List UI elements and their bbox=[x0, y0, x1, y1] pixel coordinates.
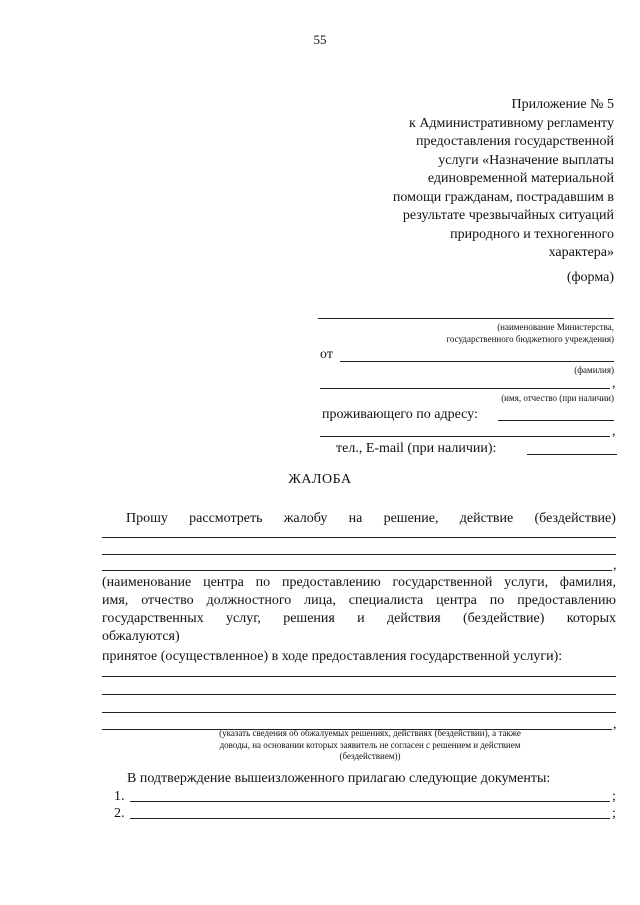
surname-field-line[interactable] bbox=[340, 361, 614, 362]
appendix-line: характера» bbox=[548, 245, 614, 260]
appendix-line: услуги «Назначение выплаты bbox=[438, 152, 614, 168]
address-comma: , bbox=[612, 424, 616, 439]
contact-field-line[interactable] bbox=[527, 454, 617, 455]
attachment-item-2-semicolon: ; bbox=[612, 806, 616, 821]
address-field-line[interactable] bbox=[498, 420, 614, 421]
details-comma: , bbox=[613, 717, 617, 732]
attachment-item-2-number: 2. bbox=[114, 806, 125, 821]
address-label: проживающего по адресу: bbox=[322, 407, 478, 422]
appendix-line: к Административному регламенту bbox=[409, 115, 614, 131]
complaint-field-line[interactable] bbox=[102, 554, 616, 555]
page-number: 55 bbox=[313, 32, 327, 47]
name-comma: , bbox=[612, 376, 616, 391]
appendix-line: Приложение № 5 bbox=[511, 97, 614, 112]
appendix-line: помощи гражданам, пострадавшим в bbox=[392, 189, 614, 205]
document-title: ЖАЛОБА bbox=[288, 472, 352, 487]
complaint-field-line[interactable] bbox=[102, 570, 612, 571]
form-label: (форма) bbox=[566, 270, 614, 285]
surname-caption: (фамилия) bbox=[574, 365, 614, 375]
address-field-line-2[interactable] bbox=[320, 436, 610, 437]
attachments-line: В подтверждение вышеизложенного прилагаю следующие документы: bbox=[127, 771, 551, 786]
ministry-caption: (наименование Министерства, государственного бюджетного учреждения) bbox=[446, 322, 614, 344]
name-caption: (имя, отчество (при наличии) bbox=[501, 393, 614, 403]
details-field-line[interactable] bbox=[102, 694, 616, 695]
from-label: от bbox=[320, 347, 333, 362]
attachment-item-2-line[interactable] bbox=[130, 818, 610, 819]
complaint-comma: , bbox=[613, 558, 617, 573]
details-hint: (указать сведения об обжалуемых решениях, действиях (бездействии), а также доводы, на основании которых заявитель не согласен с решением и действием (бездействием)) bbox=[219, 728, 521, 761]
details-field-line[interactable] bbox=[102, 676, 616, 677]
contact-label: тел., E-mail (при наличии): bbox=[336, 441, 497, 456]
attachment-item-1-semicolon: ; bbox=[612, 789, 616, 804]
appendix-header bbox=[334, 96, 614, 263]
request-line: Прошу рассмотреть жалобу на решение, действие (бездействие) bbox=[126, 511, 616, 526]
complaint-field-line[interactable] bbox=[102, 537, 616, 538]
appendix-line: единовременной материальной bbox=[427, 171, 614, 186]
attachment-item-1-number: 1. bbox=[114, 789, 125, 804]
appendix-line: результате чрезвычайных ситуаций bbox=[402, 208, 614, 223]
appendix-line: природного и техногенного bbox=[450, 226, 614, 242]
attachment-item-1-line[interactable] bbox=[130, 801, 610, 802]
name-field-line[interactable] bbox=[320, 388, 610, 389]
ministry-field-line[interactable] bbox=[318, 318, 614, 319]
appendix-line: предоставления государственной bbox=[415, 134, 614, 149]
explanation-block: (наименование центра по предоставлению государственной услуги, фамилия, имя, отчество должностного лица, специалиста центра по предоставлению государственных услуг, решения и действия (бездействие) которых обжалуются) bbox=[102, 575, 616, 644]
details-field-line[interactable] bbox=[102, 712, 616, 713]
accepted-line: принятое (осуществленное) в ходе предоставления государственной услуги): bbox=[102, 649, 563, 664]
